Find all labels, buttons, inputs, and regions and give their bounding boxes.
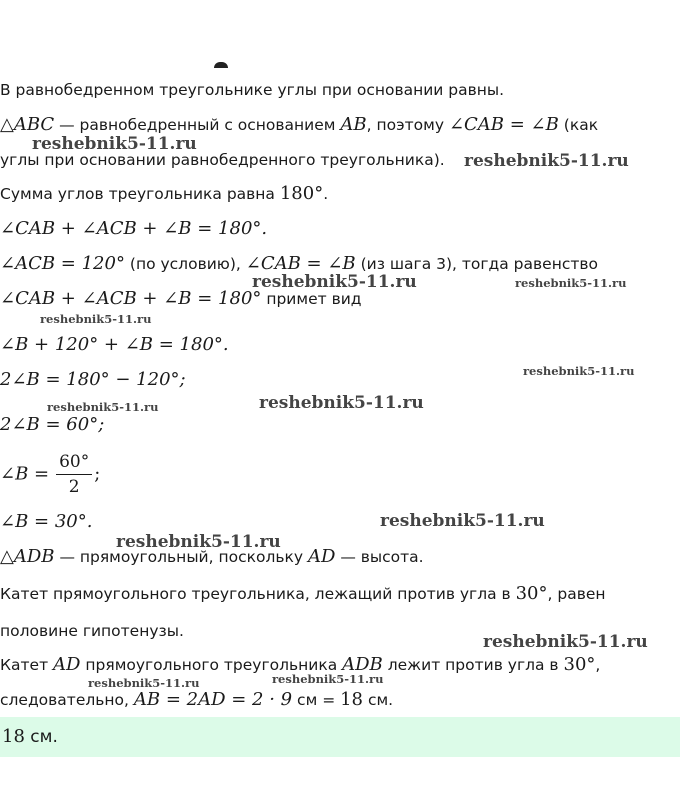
watermark: reshebnik5-11.ru xyxy=(88,676,200,690)
line-3: углы при основании равнобедренного треугольника). xyxy=(0,151,445,169)
watermark: reshebnik5-11.ru xyxy=(32,134,197,154)
line-16: Катет AD прямоугольного треугольника ADB лежит против угла в 30°, xyxy=(0,654,601,675)
watermark: reshebnik5-11.ru xyxy=(464,151,629,171)
answer-unit: см. xyxy=(24,727,58,747)
line-10: 2∠B = 60°; xyxy=(0,414,105,435)
line-4: Сумма углов треугольника равна 180°. xyxy=(0,183,329,204)
watermark: reshebnik5-11.ru xyxy=(252,272,417,292)
watermark: reshebnik5-11.ru xyxy=(116,532,281,552)
line-2: △ABC — равнобедренный с основанием AB, поэтому ∠CAB = ∠B (как xyxy=(0,114,599,135)
answer-value: 18 xyxy=(2,726,25,747)
line-9: 2∠B = 180° − 120°; xyxy=(0,369,186,390)
line-7: ∠CAB + ∠ACB + ∠B = 180° примет вид xyxy=(0,288,362,309)
line-13: △ADB — прямоугольный, поскольку AD — высота. xyxy=(0,546,424,567)
line-14: Катет прямоугольного треугольника, лежащий против угла в 30°, равен xyxy=(0,583,606,604)
line-8: ∠B + 120° + ∠B = 180°. xyxy=(0,334,229,355)
answer-text xyxy=(2,726,58,747)
watermark: reshebnik5-11.ru xyxy=(483,632,648,652)
watermark: reshebnik5-11.ru xyxy=(380,511,545,531)
math-angle-sum: ∠CAB + ∠ACB + ∠B = 180°. xyxy=(0,218,268,239)
answer-box xyxy=(0,717,680,757)
watermark: reshebnik5-11.ru xyxy=(47,400,159,414)
watermark: reshebnik5-11.ru xyxy=(40,312,152,326)
watermark: reshebnik5-11.ru xyxy=(272,672,384,686)
line-6: ∠ACB = 120° (по условию), ∠CAB = ∠B (из шага 3), тогда равенство xyxy=(0,253,598,274)
math-angle-equality: ∠CAB = ∠B xyxy=(448,114,559,135)
top-cropped-mark xyxy=(214,62,228,68)
watermark: reshebnik5-11.ru xyxy=(515,276,627,290)
line-11-fraction: ∠B = $\frac{60^\circ}{2}$ ; xyxy=(0,452,101,497)
line-1: В равнобедренном треугольнике углы при основании равны. xyxy=(0,81,505,99)
line-12: ∠B = 30°. xyxy=(0,511,93,532)
line-15: половине гипотенузы. xyxy=(0,622,184,640)
math-triangle-abc: △ABC xyxy=(0,114,55,135)
line-5 xyxy=(0,218,267,240)
fraction: $\frac{60^\circ}{2}$ xyxy=(56,452,92,497)
line-17: следовательно, AB = 2AD = 2 · 9 см = 18 см. xyxy=(0,689,394,710)
watermark: reshebnik5-11.ru xyxy=(523,364,635,378)
watermark: reshebnik5-11.ru xyxy=(259,393,424,413)
